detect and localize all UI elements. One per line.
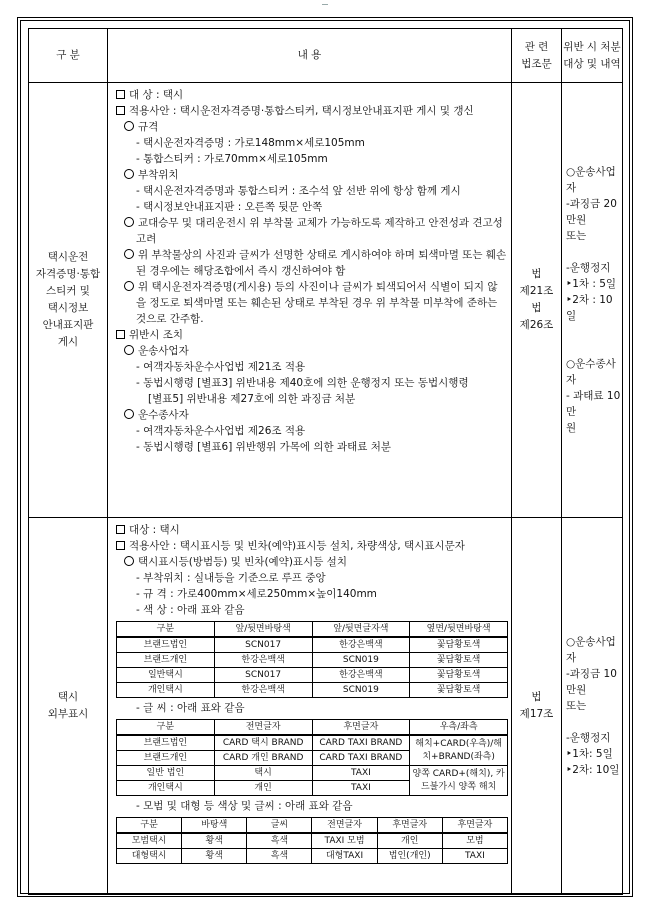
penalty-line (566, 714, 622, 730)
driver-line: - 여객자동차운수사업법 제26조 적용 (136, 425, 306, 437)
table-cell: 해치+CARD(우측)/해치+BRAND(좌측) (410, 735, 508, 766)
table-cell: 우측/좌측 (410, 720, 508, 736)
circle-bullet-icon (124, 556, 134, 566)
lamp-line: - 부착위치 : 실내등을 기준으로 루프 중앙 (136, 572, 326, 584)
table-cell: TAXI 모범 (312, 833, 377, 849)
table-cell: 한강은백색 (214, 683, 312, 698)
target-line: 대상 : 택시 (116, 522, 507, 538)
table-cell: 전면글자 (312, 818, 377, 834)
operator-line: [별표5] 위반내용 제27호에 의한 과징금 처분 (148, 393, 356, 405)
spec-line: - 택시운전자격증명 : 가로148mm×세로105mm (136, 137, 365, 149)
section-content (108, 518, 512, 895)
regulation-table (28, 28, 623, 895)
circle-bullet-icon (124, 169, 134, 179)
circle-bullet-icon (124, 217, 134, 227)
section-category: 택시 외부표시 (29, 518, 108, 895)
rule-1: 교대승무 및 대리운전시 위 부착물 교체가 가능하도록 제작하고 안전성과 견고성 고려 (116, 215, 507, 247)
table-cell: 법인(개인) (377, 849, 442, 864)
section-row (29, 83, 623, 518)
table-cell: SCN017 (214, 668, 312, 683)
section-penalty (562, 83, 623, 518)
page-top-mark (322, 4, 328, 5)
scope-line: 적용사안 : 택시운전자격증명·통합스티커, 택시정보안내표지판 게시 및 갱신 (116, 103, 507, 119)
section-penalty (562, 518, 623, 895)
table-cell: 모범 (442, 833, 507, 849)
square-bullet-icon (116, 541, 125, 550)
table-cell: 개인택시 (117, 683, 215, 698)
target-line: 대 상 : 택시 (116, 87, 507, 103)
table-cell: 글씨 (247, 818, 312, 834)
rule-3: 위 택시운전자격증명(게시용) 등의 사진이나 글씨가 퇴색되어서 식별이 되지 않을 정도로 퇴색마멸 또는 훼손된 상태로 부착된 경우 위 부착물 미부착에 준하는 것으로 간주함. (116, 279, 507, 327)
table-cell: 흑색 (247, 849, 312, 864)
table-cell: TAXI (312, 781, 410, 796)
lamp-line: - 색 상 : 아래 표와 같음 (136, 604, 245, 616)
table-cell: 꽃담황토색 (410, 637, 508, 653)
table-cell: 옆면/뒷면바탕색 (410, 622, 508, 638)
table-cell: SCN019 (312, 683, 410, 698)
penalty-line: ‣2차: 10일 (566, 764, 620, 776)
table-row (117, 622, 508, 638)
section-category: 택시운전 자격증명·통합 스티커 및 택시정보 안내표지판 게시 (29, 83, 108, 518)
table-cell: 바탕색 (182, 818, 247, 834)
table-row (117, 735, 508, 751)
table-cell: 개인 (214, 781, 312, 796)
spec-title: 규격 (116, 119, 507, 135)
table-cell: 브랜드법인 (117, 735, 215, 751)
penalty-line: ○운수종사자 (566, 358, 616, 386)
section-row (29, 518, 623, 895)
table-cell: 구분 (117, 720, 215, 736)
table-cell: 대형택시 (117, 849, 182, 864)
operator-line: - 동법시행령 [별표3] 위반내용 제40호에 의한 운행정지 또는 동법시행령 (136, 377, 469, 389)
table-cell: 후면글자 (377, 818, 442, 834)
lamp-line: - 규 격 : 가로400mm×세로250mm×높이140mm (136, 588, 377, 600)
header-law: 관 련 법조문 (512, 29, 562, 83)
table-cell: 한강은백색 (312, 637, 410, 653)
penalty-line (566, 244, 622, 260)
rule-2: 위 부착물상의 사진과 글씨가 선명한 상태로 게시하여야 하며 퇴색마멸 또는 훼손된 경우에는 해당조합에서 즉시 갱신하여야 함 (116, 247, 507, 279)
table-cell: 한강은백색 (312, 668, 410, 683)
penalty-line (566, 340, 622, 356)
table-cell: 일반택시 (117, 668, 215, 683)
table-cell: 황색 (182, 833, 247, 849)
section-content (108, 83, 512, 518)
header-row (29, 29, 623, 83)
penalty-line: 원 (566, 422, 577, 434)
square-bullet-icon (116, 525, 125, 534)
table-row (117, 818, 508, 834)
driver-line: - 동법시행령 [별표6] 위반행위 가목에 의한 과태료 처분 (136, 441, 392, 453)
table-cell: 흑색 (247, 833, 312, 849)
penalty-line: -운행정지 (566, 262, 611, 274)
spec-line: - 통합스티커 : 가로70mm×세로105mm (136, 153, 328, 165)
square-bullet-icon (116, 106, 125, 115)
penalty-line: ‣1차 : 5일 (566, 278, 617, 290)
circle-bullet-icon (124, 281, 134, 291)
table-row (117, 720, 508, 736)
table-cell: SCN019 (312, 653, 410, 668)
table-cell: 구분 (117, 818, 182, 834)
table-cell: SCN017 (214, 637, 312, 653)
table-cell: 황색 (182, 849, 247, 864)
table-cell: 대형TAXI (312, 849, 377, 864)
table-cell: 한강은백색 (214, 653, 312, 668)
header-content: 내 용 (108, 29, 512, 83)
table-row (117, 653, 508, 668)
table-cell: CARD 택시 BRAND (214, 735, 312, 751)
operator-line: - 여객자동차운수사업법 제21조 적용 (136, 361, 306, 373)
table-cell: 양쪽 CARD+(해치), 카드불가시 양쪽 해치 (410, 766, 508, 796)
section-law: 법 제17조 (512, 518, 562, 895)
penalty-line: 또는 (566, 700, 587, 712)
penalty-line: -과징금 20만원 (566, 198, 617, 226)
text-table (116, 719, 508, 796)
table-cell: CARD TAXI BRAND (312, 751, 410, 766)
table-cell: 후면글자 (442, 818, 507, 834)
color-table (116, 621, 508, 698)
square-bullet-icon (116, 90, 125, 99)
penalty-line: -운행정지 (566, 732, 611, 744)
lamp-title: 택시표시등(방범등) 및 빈차(예약)표시등 설치 (116, 554, 507, 570)
penalty-line: ‣1차: 5일 (566, 748, 613, 760)
header-penalty: 위반 시 처분 대상 및 내역 (562, 29, 623, 83)
header-category: 구 분 (29, 29, 108, 83)
table-cell: 꽃담황토색 (410, 668, 508, 683)
table-cell: 전면글자 (214, 720, 312, 736)
table-row (117, 849, 508, 864)
position-line: - 택시정보안내표지판 : 오른쪽 뒷문 안쪽 (136, 201, 323, 213)
penalty-line (566, 324, 622, 340)
penalty-line: - 과태료 10만 (566, 390, 621, 418)
table-row (117, 637, 508, 653)
penalty-line: ‣2차 : 10일 (566, 294, 613, 322)
table-cell: 개인 (377, 833, 442, 849)
operator-title: 운송사업자 (116, 343, 507, 359)
table-cell: 브랜드개인 (117, 751, 215, 766)
section-law: 법 제21조 법 제26조 (512, 83, 562, 518)
table-row (117, 766, 508, 781)
text-title: - 글 씨 : 아래 표와 같음 (136, 702, 245, 714)
model-title: - 모범 및 대형 등 색상 및 글씨 : 아래 표와 같음 (136, 800, 353, 812)
table-cell: 개인택시 (117, 781, 215, 796)
violation-title: 위반시 조치 (116, 327, 507, 343)
table-cell: 꽃담황토색 (410, 653, 508, 668)
driver-title: 운수종사자 (116, 407, 507, 423)
square-bullet-icon (116, 330, 125, 339)
penalty-line: ○운송사업자 (566, 636, 616, 664)
circle-bullet-icon (124, 345, 134, 355)
table-cell: TAXI (442, 849, 507, 864)
position-line: - 택시운전자격증명과 통합스티커 : 조수석 앞 선반 위에 항상 함께 게시 (136, 185, 461, 197)
table-cell: CARD TAXI BRAND (312, 735, 410, 751)
table-row (117, 668, 508, 683)
circle-bullet-icon (124, 121, 134, 131)
table-cell: 브랜드법인 (117, 637, 215, 653)
table-row (117, 833, 508, 849)
table-cell: 앞/뒷면글자색 (312, 622, 410, 638)
model-table (116, 817, 508, 864)
table-cell: 구분 (117, 622, 215, 638)
table-row (117, 683, 508, 698)
table-cell: 꽃담황토색 (410, 683, 508, 698)
penalty-line: -과징금 10만원 (566, 668, 617, 696)
circle-bullet-icon (124, 249, 134, 259)
scope-line: 적용사안 : 택시표시등 및 빈차(예약)표시등 설치, 차량색상, 택시표시문자 (116, 538, 507, 554)
table-cell: 모범택시 (117, 833, 182, 849)
circle-bullet-icon (124, 409, 134, 419)
table-cell: CARD 개인 BRAND (214, 751, 312, 766)
table-cell: 브랜드개인 (117, 653, 215, 668)
table-cell: 일반 법인 (117, 766, 215, 781)
table-cell: 후면글자 (312, 720, 410, 736)
penalty-line: 또는 (566, 230, 587, 242)
table-cell: TAXI (312, 766, 410, 781)
position-title: 부착위치 (116, 167, 507, 183)
table-cell: 택시 (214, 766, 312, 781)
table-cell: 앞/뒷면바탕색 (214, 622, 312, 638)
penalty-line: ○운송사업자 (566, 166, 616, 194)
